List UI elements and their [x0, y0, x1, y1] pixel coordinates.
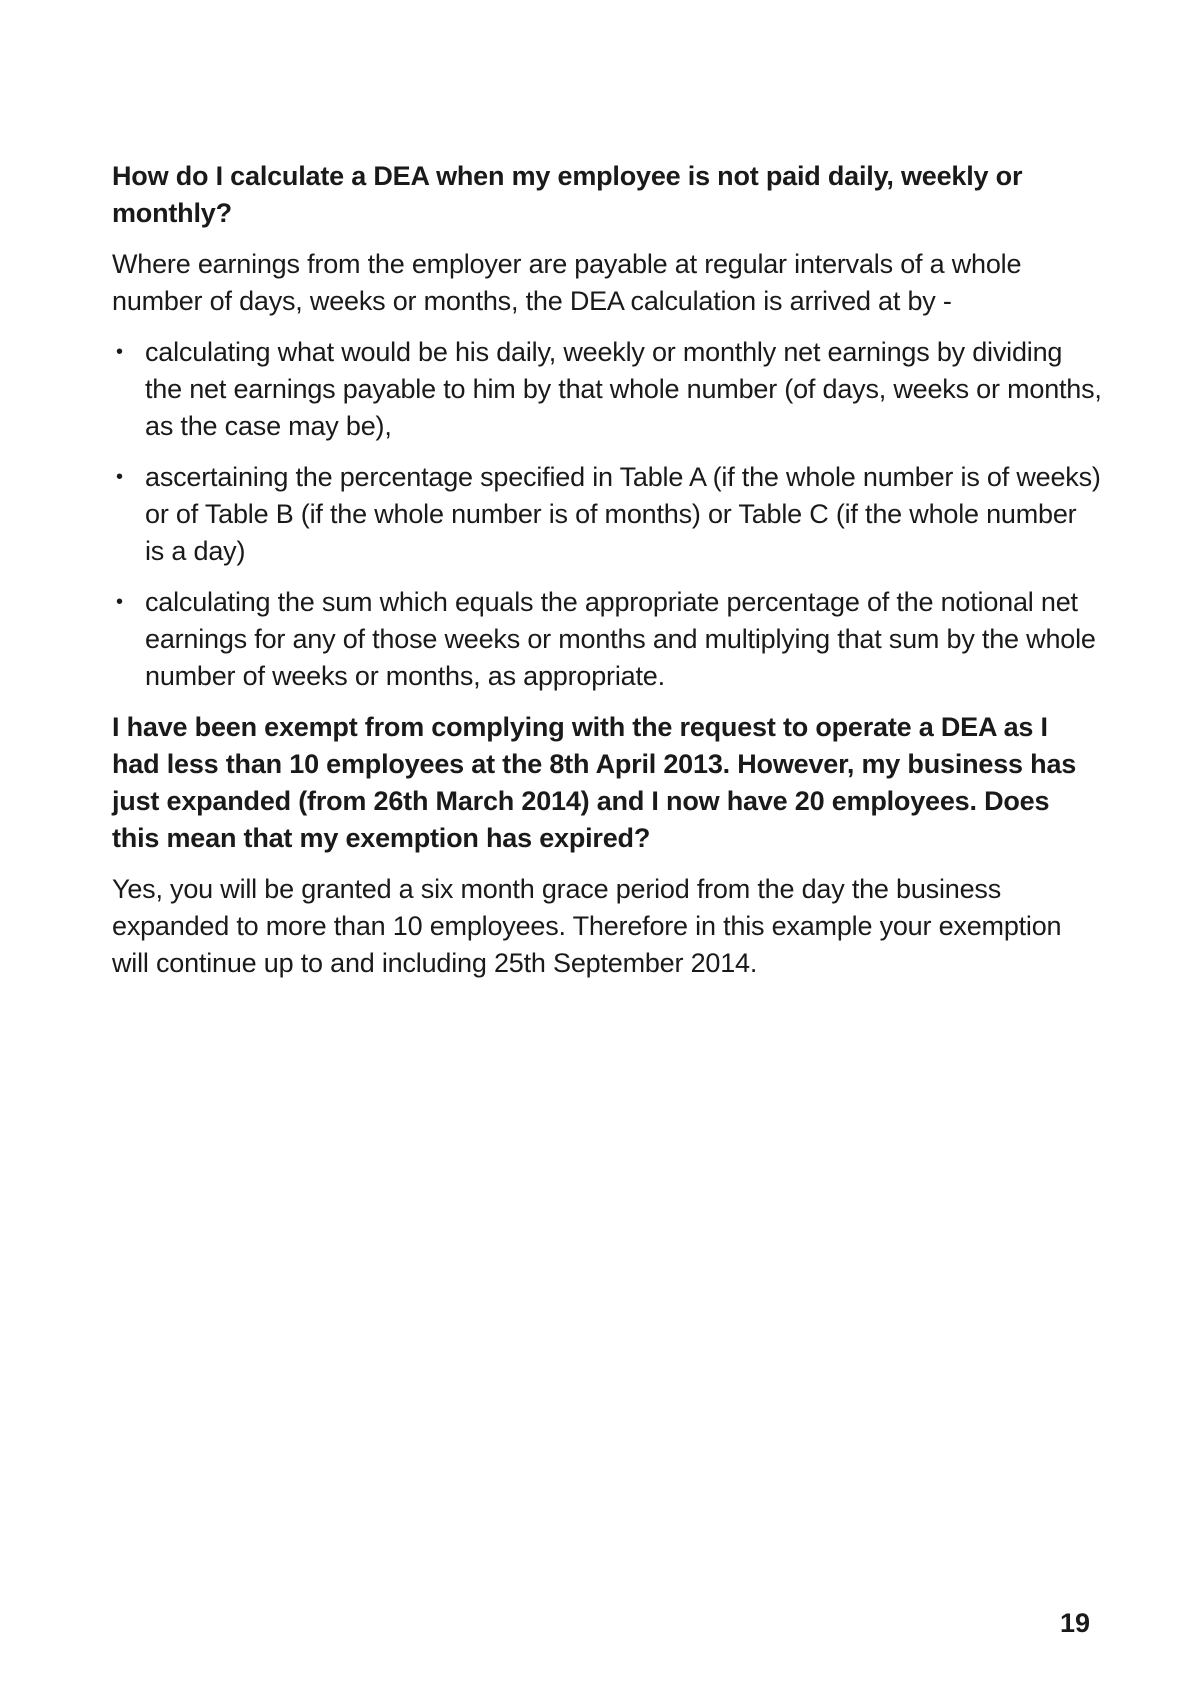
bullet-icon: •: [116, 591, 123, 613]
answer-exemption-paragraph: Yes, you will be granted a six month grace period from the day the business expanded to more than 10 employees. Therefore in this example your exemption will continue up to and including 25th September 2014.: [112, 874, 1062, 978]
list-item-text: calculating what would be his daily, weekly or monthly net earnings by dividing the net earnings payable to him by that whole number (of days, weeks or months, as the case may be),: [145, 337, 1102, 441]
list-item: [112, 584, 1102, 695]
list-item-text: calculating the sum which equals the appropriate percentage of the notional net earnings for any of those weeks or months and multiplying that sum by the whole number of weeks or months, as appropriate.: [145, 587, 1096, 691]
calculation-steps-list: [112, 334, 1102, 695]
list-item: [112, 459, 1102, 570]
question-heading-calculate-dea: How do I calculate a DEA when my employee is not paid daily, weekly or monthly?: [112, 161, 1023, 228]
bullet-icon: •: [116, 466, 123, 488]
page-number: 19: [1059, 1608, 1090, 1638]
list-item-text: ascertaining the percentage specified in Table A (if the whole number is of weeks) or of Table B (if the whole number is of months) or Table C (if the whole number is a day): [145, 462, 1101, 566]
list-item: [112, 334, 1102, 445]
answer-intro-paragraph: Where earnings from the employer are payable at regular intervals of a whole number of days, weeks or months, the DEA calculation is arrived at by -: [112, 249, 1022, 316]
page-content: [112, 158, 1102, 996]
bullet-icon: •: [116, 341, 123, 363]
question-heading-exemption: I have been exempt from complying with the request to operate a DEA as I had less than 10 employees at the 8th April 2013. However, my business has just expanded (from 26th March 2014) and I now have 20 employees. Does this mean that my exemption has expired?: [112, 712, 1077, 853]
